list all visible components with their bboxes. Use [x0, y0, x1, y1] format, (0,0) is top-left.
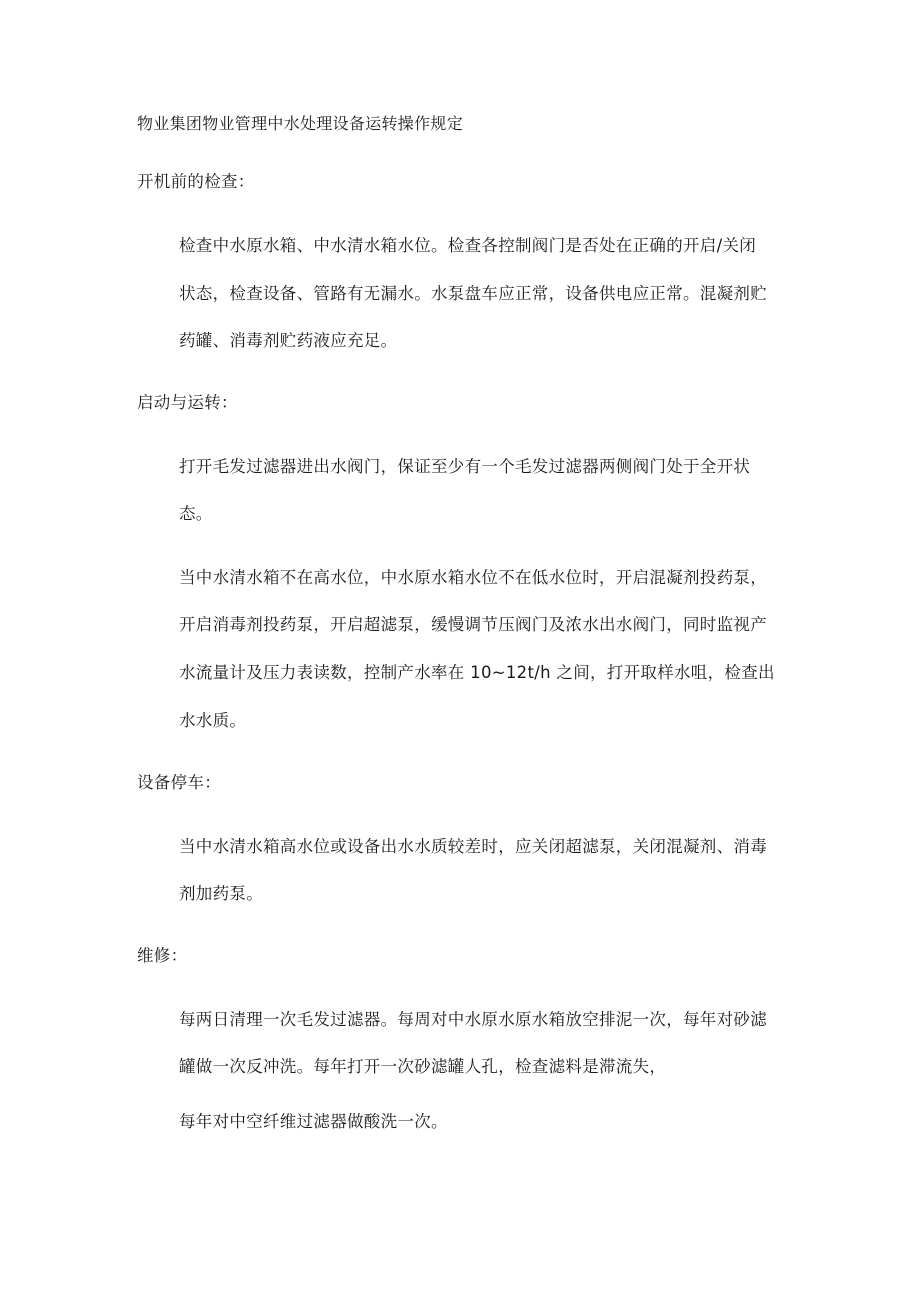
- paragraph-line: 当中水清水箱高水位或设备出水水质较差时，应关闭超滤泵，关闭混凝剂、消毒: [179, 837, 767, 856]
- paragraph-line: 每年对中空纤维过滤器做酸洗一次。: [179, 1112, 448, 1131]
- paragraph-line: 每两日清理一次毛发过滤器。每周对中水原水原水箱放空排泥一次，每年对砂滤: [179, 1010, 767, 1029]
- section-heading-maintenance: 维修：: [137, 946, 188, 965]
- paragraph-line: 开启消毒剂投药泵，开启超滤泵，缓慢调节压阀门及浓水出水阀门，同时监视产: [179, 615, 767, 634]
- paragraph-line: 状态，检查设备、管路有无漏水。水泵盘车应正常，设备供电应正常。混凝剂贮: [179, 284, 767, 303]
- paragraph-line: 剂加药泵。: [179, 884, 263, 903]
- paragraph-line: 当中水清水箱不在高水位，中水原水箱水位不在低水位时，开启混凝剂投药泵，: [179, 568, 767, 587]
- section-heading-shutdown: 设备停车：: [137, 773, 221, 792]
- document-title: 物业集团物业管理中水处理设备运转操作规定: [137, 114, 464, 133]
- paragraph-line: 态。: [179, 504, 213, 523]
- paragraph-line: 罐做一次反冲洗。每年打开一次砂滤罐人孔，检查滤料是滞流失，: [179, 1057, 667, 1076]
- paragraph-line: 水水质。: [179, 711, 247, 730]
- section-heading-precheck: 开机前的检查：: [137, 172, 255, 191]
- paragraph-line: 药罐、消毒剂贮药液应充足。: [179, 331, 398, 350]
- paragraph-line: 检查中水原水箱、中水清水箱水位。检查各控制阀门是否处在正确的开启/关闭: [179, 236, 757, 255]
- paragraph-line: 水流量计及压力表读数，控制产水率在 10~12t/h 之间，打开取样水咀，检查出: [179, 663, 775, 682]
- paragraph-line: 打开毛发过滤器进出水阀门，保证至少有一个毛发过滤器两侧阀门处于全开状: [179, 457, 751, 476]
- section-heading-startup: 启动与运转：: [137, 393, 238, 412]
